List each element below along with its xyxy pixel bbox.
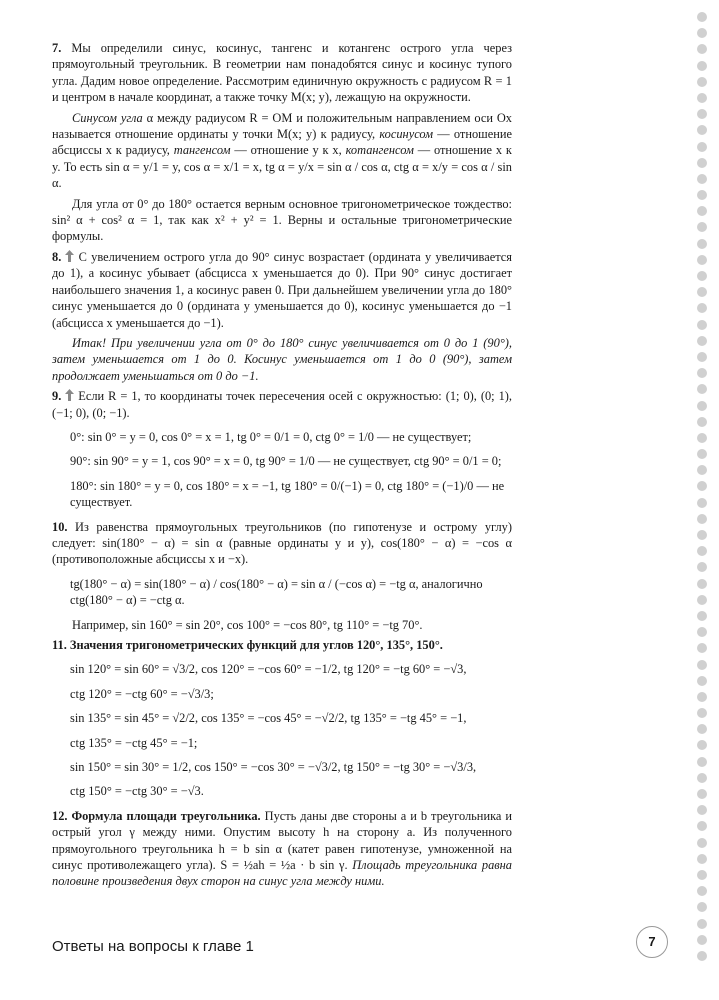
item-number: 12. (52, 808, 68, 823)
formula-tg-reduction: tg(180° − α) = sin(180° − α) / cos(180° − α) = sin α / (−cos α) = −tg α, аналогично ctg(180° − α) = −ctg α. (70, 576, 483, 608)
binding-dot (697, 562, 707, 572)
binding-dot (697, 579, 707, 589)
item-8-body: С увеличением острого угла до 90° синус возрастает (ордината y увеличивается до 1), а косинус убывает (абсцисса x уменьшается до 0). При 90° синус достигает наибольшего значения 1, а косинус равен 0. При дальнейшем увеличении угла до 180° синус уменьшается до 0 (ордината y уменьшается до 0), косинус уменьшается до −1 (абсцисса x уменьшается до −1). (52, 249, 512, 330)
binding-dot (697, 724, 707, 734)
item-10-example: Например, sin 160° = sin 20°, cos 100° = −cos 80°, tg 110° = −tg 70°. (72, 617, 423, 632)
binding-dot (697, 61, 707, 71)
binding-dot (697, 158, 707, 168)
item-8-text (52, 249, 512, 331)
binding-dot (697, 789, 707, 799)
binding-dot (697, 239, 707, 249)
binding-dot (697, 821, 707, 831)
binding-dot (697, 773, 707, 783)
binding-dot (697, 417, 707, 427)
binding-dot (697, 498, 707, 508)
item-7-text: Мы определили синус, косинус, тангенс и котангенс острого угла через прямоугольный треугольник. В геометрии нам понадобятся синус и косинус тупого угла. Дадим новое определение. Рассмотрим единичную окружность с радиусом R = 1 и центром в начале координат, а также точку M(x; y), лежащую на окружности. (52, 41, 512, 105)
binding-dot (697, 401, 707, 411)
binding-dot (697, 870, 707, 880)
definition-text: α между радиусом R = OM и положительным направлением оси Ox называется отношение ординаты y точки M(x; y) к радиусу, (52, 110, 512, 142)
definition-text: — отношение абсциссы x к радиусу, (52, 127, 512, 158)
binding-dot (697, 854, 707, 864)
binding-dot (697, 303, 707, 313)
binding-dot (697, 886, 707, 896)
binding-dot (697, 287, 707, 297)
binding-dot (697, 174, 707, 184)
binding-dot (697, 951, 707, 961)
binding-dot (697, 676, 707, 686)
values-150-a: sin 150° = sin 30° = 1/2, cos 150° = −cos 30° = −√3/2, tg 150° = −tg 30° = −√3/3, (70, 760, 477, 775)
binding-dot (697, 805, 707, 815)
definition-text: — отношение x к y. (52, 143, 512, 174)
binding-dot (697, 109, 707, 119)
binding-dot (697, 595, 707, 605)
item-number: 10. (52, 519, 68, 534)
item-11-title: Значения тригонометрических функций для углов 120°, 135°, 150°. (69, 638, 443, 652)
binding-dot (697, 692, 707, 702)
binding-dot (697, 757, 707, 767)
binding-dot (697, 93, 707, 103)
binding-dot (697, 465, 707, 475)
binding-dot (697, 530, 707, 540)
binding-dot (697, 708, 707, 718)
item-12-text (52, 808, 512, 890)
area-formula: S = ½ah = ½a · b sin γ. (220, 858, 348, 873)
chapter-footer: Ответы на вопросы к главе 1 (52, 938, 254, 955)
values-135-a: sin 135° = sin 45° = √2/2, cos 135° = −cos 45° = −√2/2, tg 135° = −tg 45° = −1, (70, 711, 467, 726)
term-cotangent: котангенсом (345, 143, 414, 158)
values-120-b: ctg 120° = −ctg 60° = −√3/3; (70, 686, 214, 701)
binding-dot (697, 255, 707, 265)
item-12-body: Пусть даны две стороны a и b треугольника и острый угол γ между ними. Опустим высоту h на сторону a. Из полученного прямоугольного треугольника h = b sin α (катет равен гипотенузе, умноженной на синус противолежащего угла). (52, 808, 512, 873)
binding-dot (697, 125, 707, 135)
binding-dot (697, 935, 707, 945)
item-10-text (52, 519, 512, 568)
definition-formula: То есть sin α = y/1 = y, cos α = x/1 = x, tg α = y/x = sin α / cos α, ctg α = x/y = cos α / sin α. (52, 159, 512, 191)
binding-dot (697, 12, 707, 22)
binding-dot (697, 627, 707, 637)
notebook-binding-dots (695, 12, 709, 967)
binding-dot (697, 142, 707, 152)
item-8-conclusion: Итак! При увеличении угла от 0° до 180° синус увеличивается от 0 до 1 (90°), затем уменьшается от 1 до 0. Косинус уменьшается от 1 до 0 (90°), затем продолжает уменьшаться от 0 до −1. (52, 335, 512, 383)
binding-dot (697, 902, 707, 912)
formula-0-deg: 0°: sin 0° = y = 0, cos 0° = x = 1, tg 0° = 0/1 = 0, ctg 0° = 1/0 — не существует; (70, 429, 472, 444)
binding-dot (697, 838, 707, 848)
item-12-title: Формула площади треугольника. (71, 808, 261, 823)
values-150-b: ctg 150° = −ctg 30° = −√3. (70, 784, 204, 799)
arrow-up-icon (65, 389, 74, 401)
term-tangent: тангенсом (173, 143, 231, 158)
item-number: 8. (52, 249, 62, 264)
page-content (52, 40, 512, 894)
formula-180-deg: 180°: sin 180° = y = 0, cos 180° = x = −1, tg 180° = 0/(−1) = 0, ctg 180° = (−1)/0 — не существует. (70, 478, 505, 510)
values-120-a: sin 120° = sin 60° = √3/2, cos 120° = −cos 60° = −1/2, tg 120° = −tg 60° = −√3, (70, 662, 467, 677)
item-10-body: Из равенства прямоугольных треугольников (по гипотенузе и острому углу) следует: sin(180° − α) = sin α (равные ординаты y и y), cos(180° − α) = −cos α (противоположные абсциссы x и −x). (52, 519, 512, 567)
item-12-conclusion: Площадь треугольника равна половине произведения двух сторон на синус угла между ними. (52, 858, 512, 889)
binding-dot (697, 481, 707, 491)
item-7-identity: Для угла от 0° до 180° остается верным основное тригонометрическое тождество: sin² α + cos² α = 1, так как x² + y² = 1. Верны и остальные тригонометрические формулы. (52, 196, 512, 244)
item-number: 11. (52, 638, 67, 652)
binding-dot (697, 919, 707, 929)
term-cosine: косинусом (379, 127, 434, 142)
binding-dot (697, 222, 707, 232)
binding-dot (697, 77, 707, 87)
arrow-up-icon (65, 250, 74, 262)
term-sine: Синусом угла (72, 110, 143, 125)
binding-dot (697, 546, 707, 556)
definition-text: — отношение y к x, (234, 143, 342, 158)
binding-dot (697, 368, 707, 378)
page-number: 7 (636, 926, 668, 958)
item-9-text (52, 388, 512, 421)
item-number: 9. (52, 389, 62, 404)
item-9-body: Если R = 1, то координаты точек пересечения осей с окружностью: (1; 0), (0; 1), (−1; 0), (0; −1). (52, 389, 512, 420)
binding-dot (697, 384, 707, 394)
binding-dot (697, 206, 707, 216)
item-7-intro (52, 40, 512, 106)
binding-dot (697, 740, 707, 750)
item-11-heading (52, 637, 512, 653)
binding-dot (697, 514, 707, 524)
binding-dot (697, 320, 707, 330)
item-7-definition (52, 110, 512, 192)
binding-dot (697, 271, 707, 281)
binding-dot (697, 28, 707, 38)
binding-dot (697, 336, 707, 346)
values-135-b: ctg 135° = −ctg 45° = −1; (70, 735, 198, 750)
binding-dot (697, 44, 707, 54)
item-number: 7. (52, 41, 62, 55)
binding-dot (697, 611, 707, 621)
formula-90-deg: 90°: sin 90° = y = 1, cos 90° = x = 0, tg 90° = 1/0 — не существует, ctg 90° = 0/1 = 0; (70, 454, 502, 469)
binding-dot (697, 449, 707, 459)
binding-dot (697, 352, 707, 362)
binding-dot (697, 660, 707, 670)
binding-dot (697, 433, 707, 443)
binding-dot (697, 190, 707, 200)
binding-dot (697, 643, 707, 653)
